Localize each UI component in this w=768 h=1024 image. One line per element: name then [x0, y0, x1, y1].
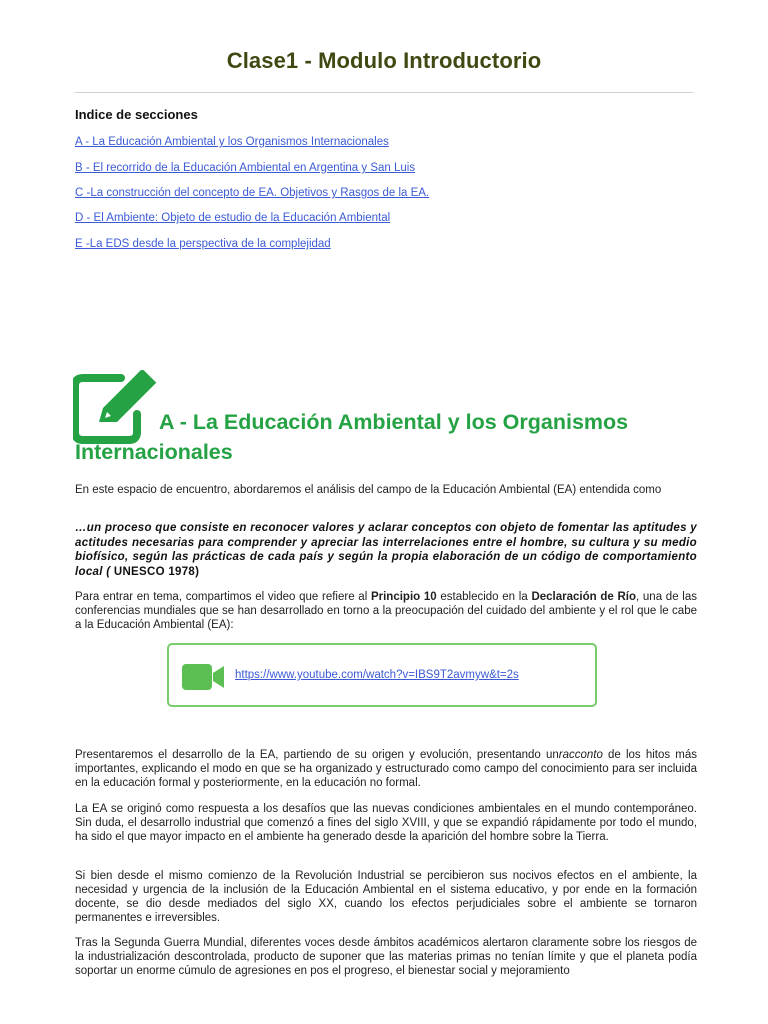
index-link-a[interactable]: A - La Educación Ambiental y los Organismos Internacionales [75, 136, 389, 148]
intro-paragraph: En este espacio de encuentro, abordaremos el análisis del campo de la Educación Ambiental (EA) entendida como [75, 484, 662, 496]
guerra-paragraph: Tras la Segunda Guerra Mundial, diferentes voces desde ámbitos académicos alertaron claramente sobre los riesgos de la industrialización descontrolada, producto de suponer que las materias primas no tenían límite y que el planeta podía soportar un enorme cúmulo de agresiones en pos el progreso, el bienestar social y mejoramiento [75, 937, 697, 977]
text: Presentaremos el desarrollo de la EA, partiendo de su origen y evolución, presentando un [75, 749, 559, 761]
origen-paragraph: La EA se originó como respuesta a los desafíos que las nuevas condiciones ambientales en el mundo contemporáneo. Sin duda, el desarrollo industrial que comenzó a fines del siglo XVIII, y que se expandió rápidamente por todo el mundo, ha sido el que mayor impacto en el ambiente ha generado desde la aparición del hombre sobre la Tierra. [75, 803, 697, 843]
index-link-b[interactable]: B - El recorrido de la Educación Ambiental en Argentina y San Luis [75, 162, 416, 174]
section-a-heading: A - La Educación Ambiental y los Organismos Internacionales [75, 410, 629, 464]
text: establecido en la [436, 591, 532, 603]
index-link-c[interactable]: C -La construcción del concepto de EA. Objetivos y Rasgos de la EA. [75, 187, 430, 199]
revolucion-paragraph: Si bien desde el mismo comienzo de la Revolución Industrial se percibieron sus nocivos efectos en el ambiente, la necesidad y urgencia de la inclusión de la Educación Ambiental en el sistema educativo, y por ende en la formación docente, se dio desde mediados del siglo XX, cuando los efectos perjudiciales sobre el ambiente se tornaron permanentes e irreversibles. [75, 870, 697, 924]
video-link-box[interactable] [167, 643, 597, 707]
quote-source: UNESCO 1978) [110, 565, 200, 578]
index-link-e[interactable]: E -La EDS desde la perspectiva de la complejidad [75, 238, 331, 250]
video-camera-icon [182, 663, 226, 691]
desarrollo-paragraph [75, 748, 697, 790]
quote-text: …un proceso que consiste en reconocer valores y aclarar conceptos con objeto de fomentar las aptitudes y actitudes necesarias para comprender y apreciar las interrelaciones entre el hombre, su cultura y su medio biofísico, según las prácticas de cada país y según la propia elaboración de un código de comportamiento local ( [75, 522, 697, 578]
video-intro-paragraph [75, 590, 697, 632]
principio-10-text: Principio 10 [370, 591, 437, 603]
index-link-d[interactable]: D - El Ambiente: Objeto de estudio de la Educación Ambiental [75, 212, 391, 224]
page-title: Clase1 - Modulo Introductorio [226, 48, 542, 73]
text: , una de las conferencias mundiales que se han desarrollado en torno a la preocupación del cuidado del ambiente y el rol que le cabe a la Educación Ambiental (EA): [75, 591, 697, 631]
title-divider [75, 92, 693, 93]
racconto-text: racconto [558, 749, 603, 761]
text: de los hitos más importantes, explicando el modo en que se ha organizado y estructurado como campo del conocimiento para ser incluida en la educación formal y posteriormente, en la educación no formal. [75, 749, 697, 789]
index-heading: Indice de secciones [75, 107, 198, 122]
video-link[interactable]: https://www.youtube.com/watch?v=IBS9T2avmyw&t=2s [235, 669, 519, 681]
unesco-quote [75, 521, 697, 579]
declaracion-rio-text: Declaración de Río [531, 591, 636, 603]
text: Para entrar en tema, compartimos el video que refiere al [75, 591, 371, 603]
